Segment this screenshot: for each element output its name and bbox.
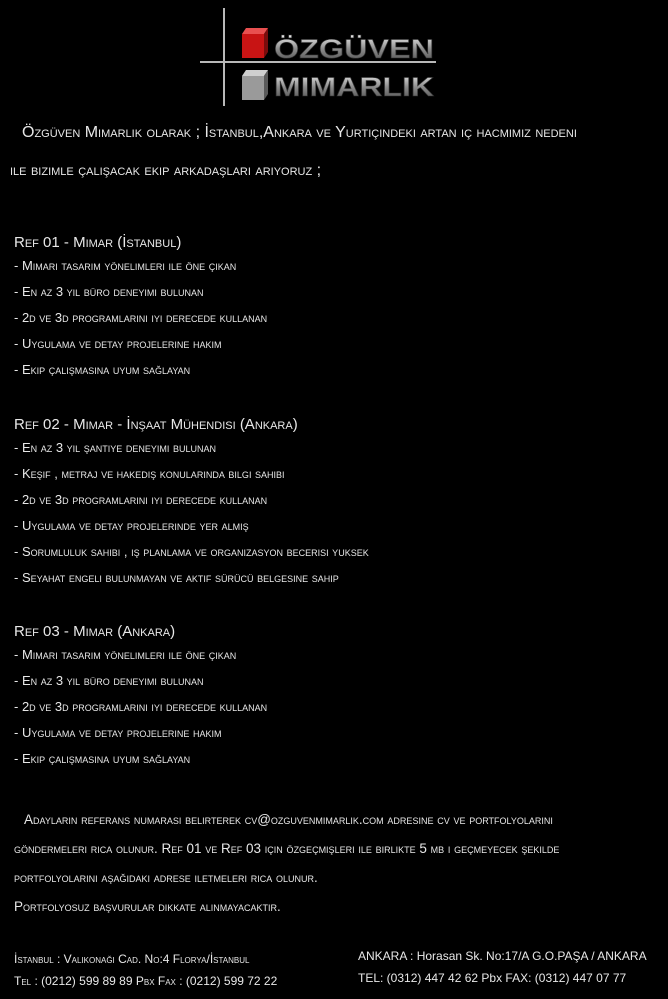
ref-03-section	[14, 623, 654, 777]
istanbul-address: İstanbul : Valikonağı Cad. No:4 Florya/İstanbul	[14, 952, 250, 966]
intro-line-2: ile bizimle çalışacak ekip arkadaşları arıyoruz ;	[10, 162, 322, 179]
ankara-address: ANKARA : Horasan Sk. No:17/A G.O.PAŞA / ANKARA	[358, 949, 647, 963]
logo-line2: MIMARLIK	[274, 72, 435, 102]
ref-01-section	[14, 234, 654, 388]
outro-line-4: Portfolyosuz başvurular dikkate alınmayacaktır.	[14, 899, 281, 914]
list-item: - Uygulama ve detay projelerinde yer almış	[14, 518, 249, 533]
list-item: - Ekip çalışmasına uyum sağlayan	[14, 751, 191, 766]
list-item: - En az 3 yıl şantiye deneyimi bulunan	[14, 440, 217, 455]
ref-01-title: Ref 01 - Mimar (İstanbul)	[14, 234, 182, 251]
list-item: - En az 3 yıl büro deneyimi bulunan	[14, 673, 204, 688]
istanbul-phone: Tel : (0212) 599 89 89 Pbx Fax : (0212) 599 72 22	[14, 974, 278, 988]
ref-03-title: Ref 03 - Mimar (Ankara)	[14, 623, 176, 640]
gray-cube-icon	[242, 70, 268, 100]
list-item: - Keşif , metraj ve hakediş konularında bilgi sahibi	[14, 466, 285, 481]
footer-ankara-address	[358, 945, 647, 989]
logo-line1: ÖZGÜVEN	[274, 34, 434, 64]
list-item: - Sorumluluk sahibi , iş planlama ve organizasyon becerisi yuksek	[14, 544, 369, 559]
application-instructions	[14, 812, 654, 928]
list-item: - Ekip çalışmasına uyum sağlayan	[14, 362, 191, 377]
list-item: - Uygulama ve detay projelerine hakim	[14, 725, 222, 740]
list-item: - Uygulama ve detay projelerine hakim	[14, 336, 222, 351]
ref-02-title: Ref 02 - Mimar - İnşaat Mühendisi (Ankara)	[14, 416, 298, 433]
list-item: - 2d ve 3d programlarını iyi derecede kullanan	[14, 699, 268, 714]
intro-line-1: Özgüven Mimarlık olarak ; İstanbul,Ankara ve Yurtiçindeki artan iç hacmimiz nedeni	[22, 124, 577, 141]
outro-line-3: portfolyolarını aşağıdaki adrese iletmeleri rica olunur.	[14, 870, 318, 885]
red-cube-icon	[242, 28, 268, 58]
ref-02-section	[14, 416, 654, 596]
list-item: - Mimari tasarım yönelimleri ile öne çıkan	[14, 258, 237, 273]
list-item: - 2d ve 3d programlarını iyi derecede kullanan	[14, 310, 268, 325]
outro-line-2: göndermeleri rica olunur. Ref 01 ve Ref 03 için özgeçmişleri ile birlikte 5 mb ı geçmeyecek şekilde	[14, 841, 560, 856]
footer-istanbul-address	[14, 948, 277, 992]
company-logo	[198, 6, 442, 108]
list-item: - Mimari tasarım yönelimleri ile öne çıkan	[14, 647, 237, 662]
outro-line-1: Adayların referans numarası belirterek cv@ozguvenmimarlik.com adresine cv ve portfolyolarını	[24, 812, 553, 827]
list-item: - 2d ve 3d programlarını iyi derecede kullanan	[14, 492, 268, 507]
ankara-phone: TEL: (0312) 447 42 62 Pbx FAX: (0312) 447 07 77	[358, 971, 627, 985]
list-item: - En az 3 yıl büro deneyimi bulunan	[14, 284, 204, 299]
list-item: - Seyahat engeli bulunmayan ve aktif sürücü belgesine sahip	[14, 570, 339, 585]
